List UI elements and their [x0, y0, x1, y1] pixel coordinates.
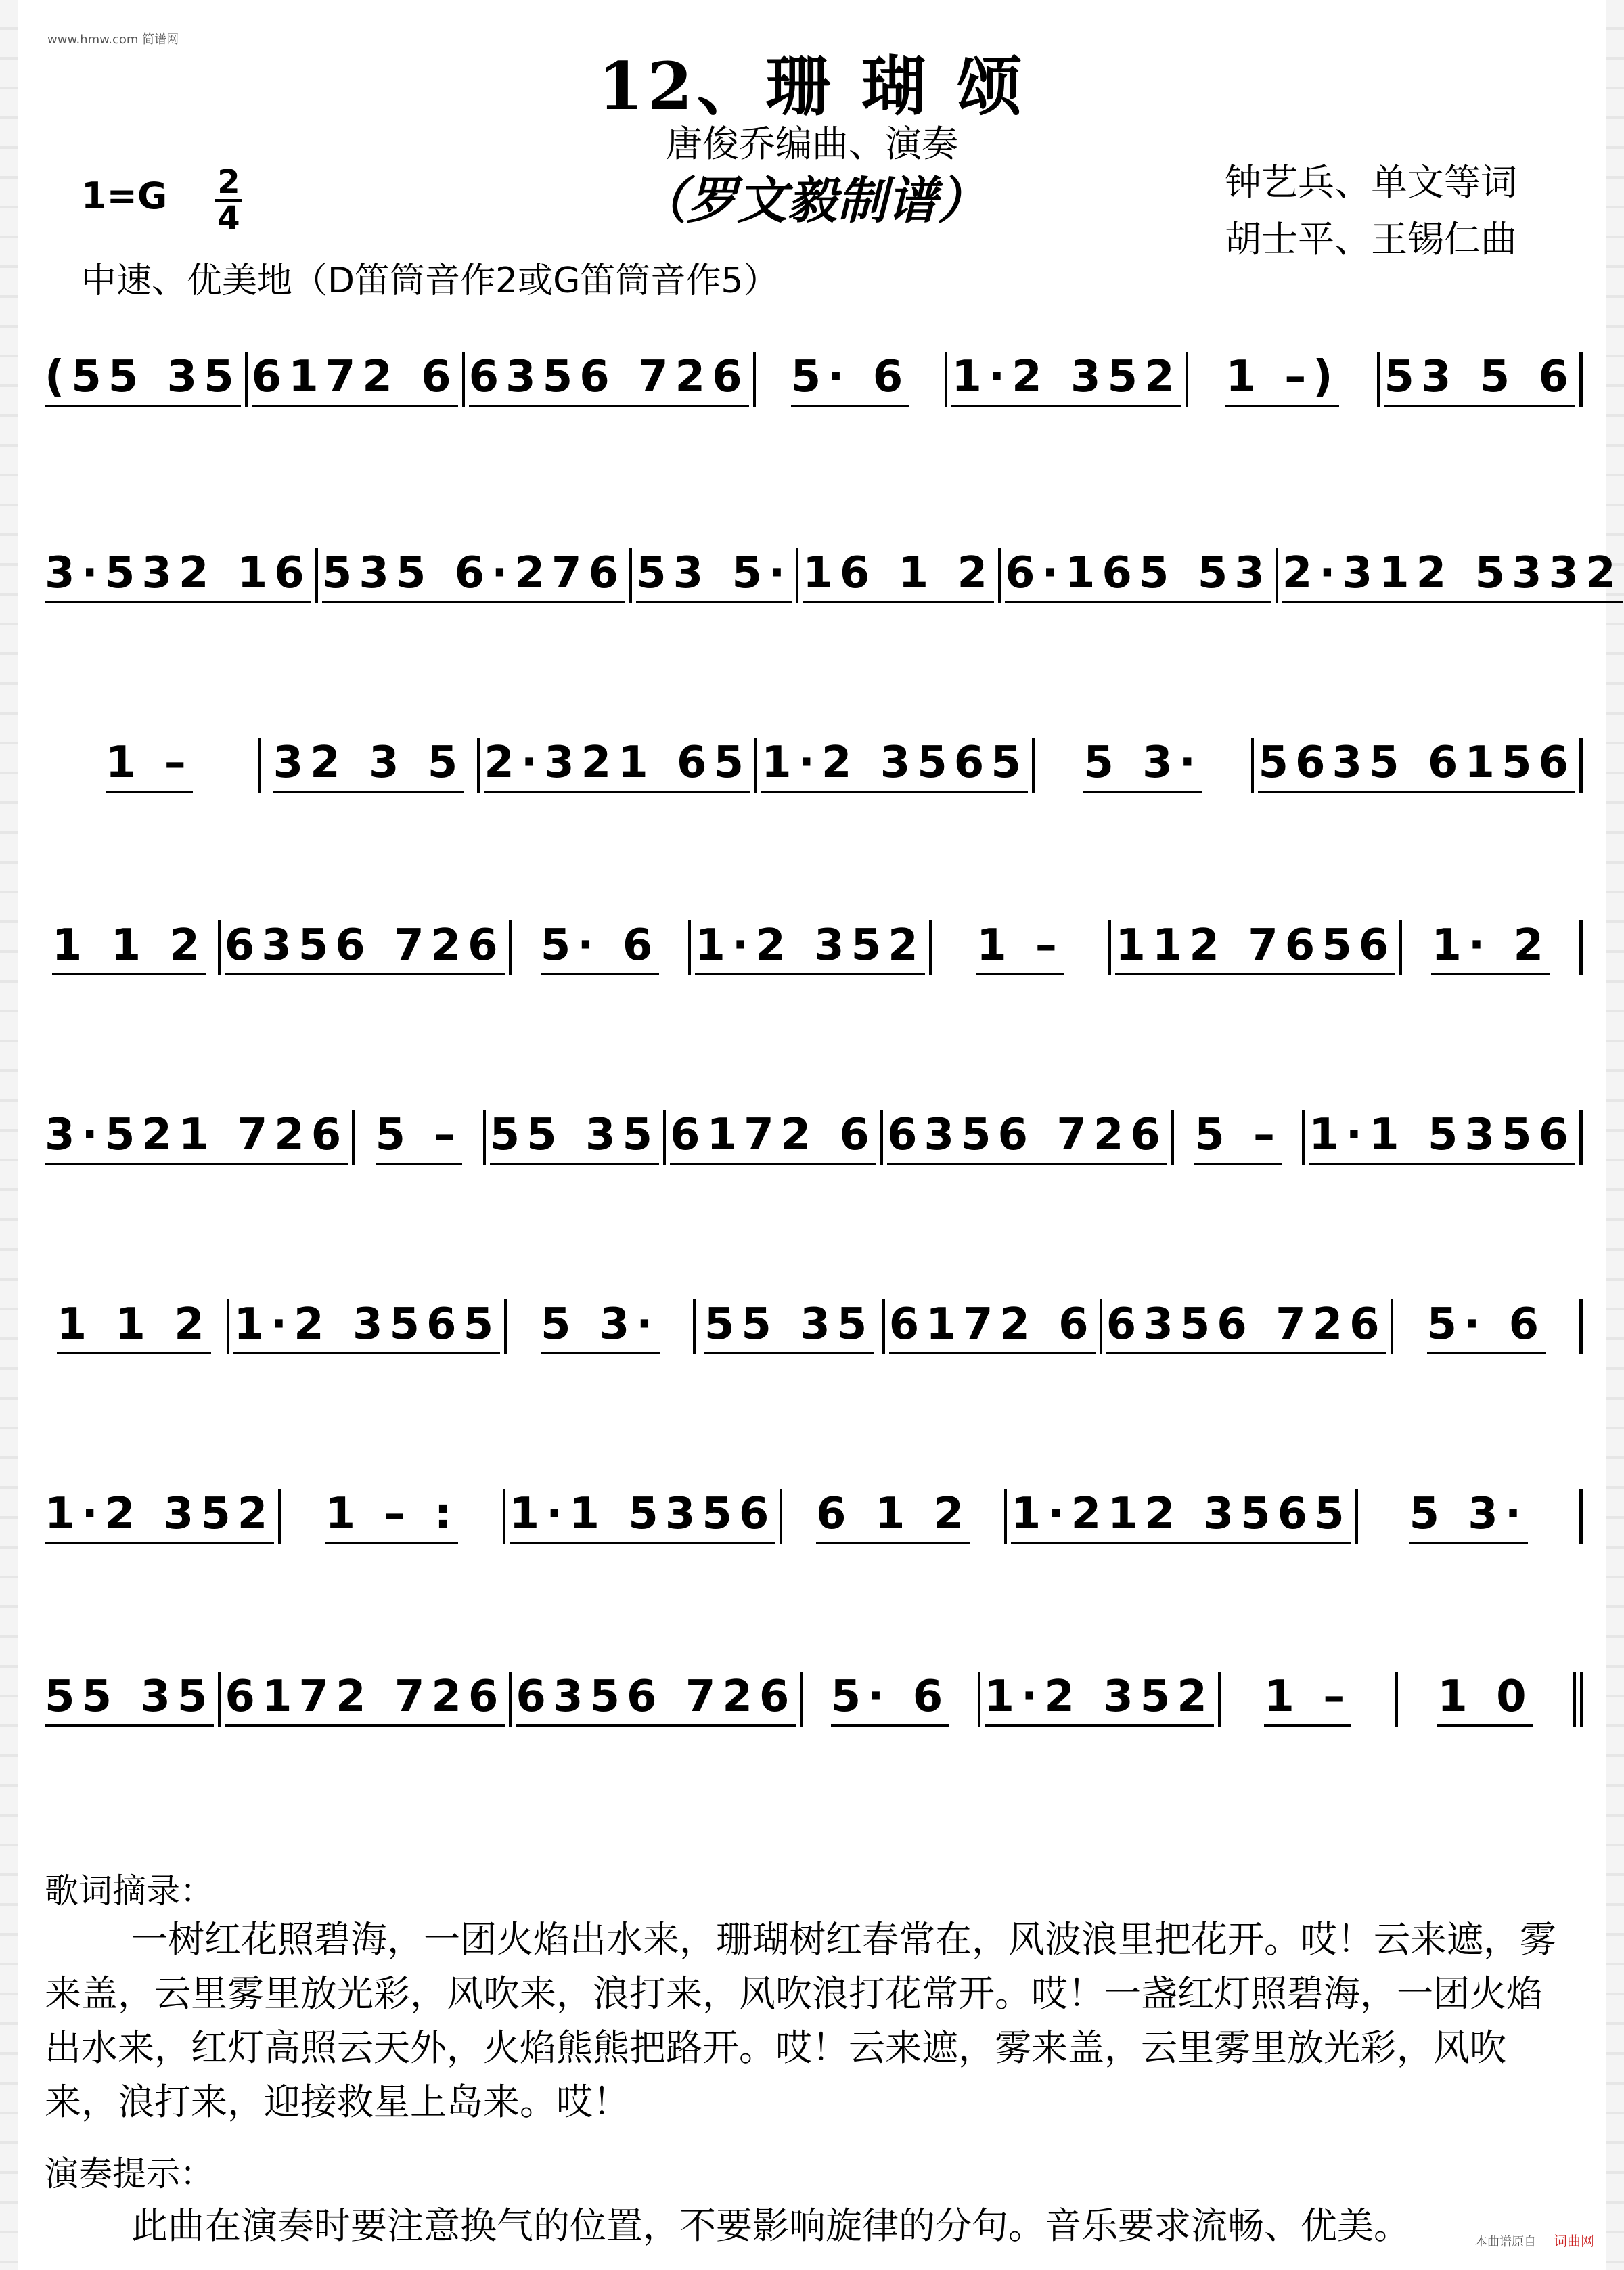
tips-heading: 演奏提示： [45, 2154, 214, 2194]
measure [41, 738, 261, 793]
measure [41, 1672, 221, 1727]
lyrics-heading: 歌词摘录： [45, 1871, 214, 1911]
measure-notes: 5 3· [1409, 1489, 1528, 1544]
measure-notes: 1 –) [1225, 352, 1339, 407]
meter-bottom: 4 [217, 200, 240, 238]
staff-line [41, 1076, 1583, 1198]
measure-notes: 3·532 16 [45, 548, 311, 603]
measure [1254, 738, 1583, 793]
measure [1398, 1672, 1583, 1727]
measure [1188, 352, 1380, 407]
measure-notes: 3·521 726 [45, 1110, 348, 1165]
measure-notes: 1·1 5356 [1309, 1110, 1575, 1165]
measure [465, 352, 756, 407]
measure [798, 548, 1001, 603]
measure-notes: 1 1 2 [52, 920, 206, 975]
measure [1102, 1299, 1393, 1354]
measure [486, 1110, 666, 1165]
measure-notes: 6·165 53 [1005, 548, 1271, 603]
page-border-right [1606, 0, 1624, 2270]
measure-notes: 6172 6 [252, 352, 458, 407]
page-border-left [0, 0, 18, 2270]
measure [318, 548, 632, 603]
measure [248, 352, 465, 407]
composer-credits [1225, 154, 1517, 268]
page-title: 12、珊 瑚 颂 [597, 48, 1027, 125]
measure [221, 920, 512, 975]
measure-notes: 1 – : [325, 1489, 459, 1544]
measure-notes: 6356 726 [225, 920, 505, 975]
measure [1111, 920, 1402, 975]
measure [1393, 1299, 1583, 1354]
measure-notes: 1 – [1264, 1672, 1351, 1727]
measure [41, 1489, 281, 1544]
measure-notes: 6172 6 [670, 1110, 876, 1165]
lyrics-text: 一树红花照碧海，一团火焰出水来，珊瑚树红春常在，风波浪里把花开。哎！云来遮，雾来盖，云里雾里放光彩，风吹来，浪打来，风吹浪打花常开。哎！一盏红灯照碧海，一团火焰出水来，红灯高照云天外，火焰熊熊把路开。哎！云来遮，雾来盖，云里雾里放光彩，风吹来，浪打来，迎接救星上岛来。哎！ [45, 1918, 1556, 2123]
measure [41, 548, 318, 603]
lyricist-credit: 钟艺兵、单文等词 [1225, 161, 1517, 204]
footer-site: 词曲网 [1554, 2233, 1594, 2249]
measure-notes: 6356 726 [516, 1672, 796, 1727]
measure-notes: 5· 6 [791, 352, 910, 407]
measure [1007, 1489, 1358, 1544]
measure [1278, 548, 1624, 603]
measure-notes: 5 – [376, 1110, 463, 1165]
measure [803, 1672, 980, 1727]
measure [41, 1299, 229, 1354]
meter-top: 2 [217, 163, 240, 201]
measure [1402, 920, 1583, 975]
composer-credit: 胡士平、王锡仁曲 [1225, 218, 1517, 261]
staff-line [41, 887, 1583, 1008]
measure [932, 920, 1112, 975]
tempo-marking: 中速、优美地（D笛筒音作2或G笛筒音作5） [81, 261, 779, 301]
measure-notes: 1·212 3565 [1011, 1489, 1351, 1544]
measure-notes: 1· 2 [1431, 920, 1550, 975]
measure-notes: 1·2 3565 [233, 1299, 500, 1354]
measure [691, 920, 931, 975]
measure-notes: 1·2 352 [985, 1672, 1214, 1727]
measure [1358, 1489, 1583, 1544]
measure [505, 1489, 783, 1544]
measure [782, 1489, 1006, 1544]
measure-notes: 112 7656 [1115, 920, 1395, 975]
measure [1001, 548, 1278, 603]
staff-line [41, 1266, 1583, 1387]
measure-notes: 5 3· [1083, 738, 1202, 793]
measure [1380, 352, 1583, 407]
measure [507, 1299, 696, 1354]
arranger-credit: 唐俊乔编曲、演奏 [666, 123, 958, 165]
measure-notes: 16 1 2 [803, 548, 994, 603]
measure-notes: 32 3 5 [273, 738, 465, 793]
measure-notes: 6356 726 [469, 352, 749, 407]
measure-notes: 53 5· [636, 548, 792, 603]
staff-line [41, 514, 1623, 636]
measure [696, 1299, 884, 1354]
measure [281, 1489, 505, 1544]
measure [883, 1110, 1174, 1165]
measure-notes: 1·2 352 [951, 352, 1181, 407]
measure [41, 920, 221, 975]
measure [1174, 1110, 1305, 1165]
measure [512, 920, 692, 975]
time-signature [214, 165, 244, 236]
measure-notes: 1·2 352 [695, 920, 924, 975]
staff-line [41, 1638, 1583, 1760]
measure-notes: 6 1 2 [816, 1489, 970, 1544]
measure [1035, 738, 1255, 793]
measure [261, 738, 480, 793]
measure [666, 1110, 883, 1165]
staff-line [41, 1455, 1583, 1577]
measure [41, 352, 248, 407]
measure [355, 1110, 485, 1165]
measure [980, 1672, 1221, 1727]
measure [947, 352, 1188, 407]
measure [41, 1110, 355, 1165]
measure-notes: 6172 6 [889, 1299, 1096, 1354]
measure-notes: 6356 726 [887, 1110, 1167, 1165]
measure [756, 352, 948, 407]
staff-line [41, 704, 1583, 826]
measure [229, 1299, 507, 1354]
measure [885, 1299, 1102, 1354]
measure-notes: (55 35 [45, 352, 241, 407]
measure [512, 1672, 803, 1727]
measure-notes: 6172 726 [225, 1672, 505, 1727]
measure [1305, 1110, 1583, 1165]
footer-source: 本曲谱原自 [1475, 2235, 1536, 2249]
key-signature: 1=G [81, 175, 168, 217]
staff-line [41, 318, 1583, 440]
measure-notes: 1 0 [1437, 1672, 1533, 1727]
measure-notes: 1·1 5356 [510, 1489, 776, 1544]
measure [632, 548, 798, 603]
measure [480, 738, 757, 793]
measure-notes: 55 35 [45, 1672, 214, 1727]
measure-notes: 1·2 3565 [761, 738, 1028, 793]
measure-notes: 55 35 [704, 1299, 874, 1354]
measure-notes: 535 6·276 [322, 548, 625, 603]
measure-notes: 1·2 352 [45, 1489, 274, 1544]
measure-notes: 55 35 [490, 1110, 659, 1165]
measure-notes: 1 – [106, 738, 193, 793]
measure-notes: 6356 726 [1106, 1299, 1386, 1354]
measure-notes: 1 – [976, 920, 1064, 975]
measure [221, 1672, 512, 1727]
measure-notes: 5 3· [541, 1299, 660, 1354]
measure-notes: 5· 6 [541, 920, 660, 975]
measure-notes: 5· 6 [831, 1672, 950, 1727]
measure-notes: 2·321 65 [484, 738, 750, 793]
measure-notes: 2·312 5332 [1282, 548, 1623, 603]
measure-notes: 1 1 2 [57, 1299, 211, 1354]
measure [757, 738, 1035, 793]
measure-notes: 5 – [1194, 1110, 1282, 1165]
measure [1221, 1672, 1398, 1727]
measure-notes: 53 5 6 [1384, 352, 1575, 407]
site-watermark: www.hmw.com 简谱网 [47, 32, 179, 47]
transcriber-credit: （罗文毅制谱） [637, 172, 987, 230]
tips-text: 此曲在演奏时要注意换气的位置，不要影响旋律的分句。音乐要求流畅、优美。 [131, 2204, 1410, 2247]
measure-notes: 5635 6156 [1258, 738, 1575, 793]
measure-notes: 5· 6 [1427, 1299, 1546, 1354]
